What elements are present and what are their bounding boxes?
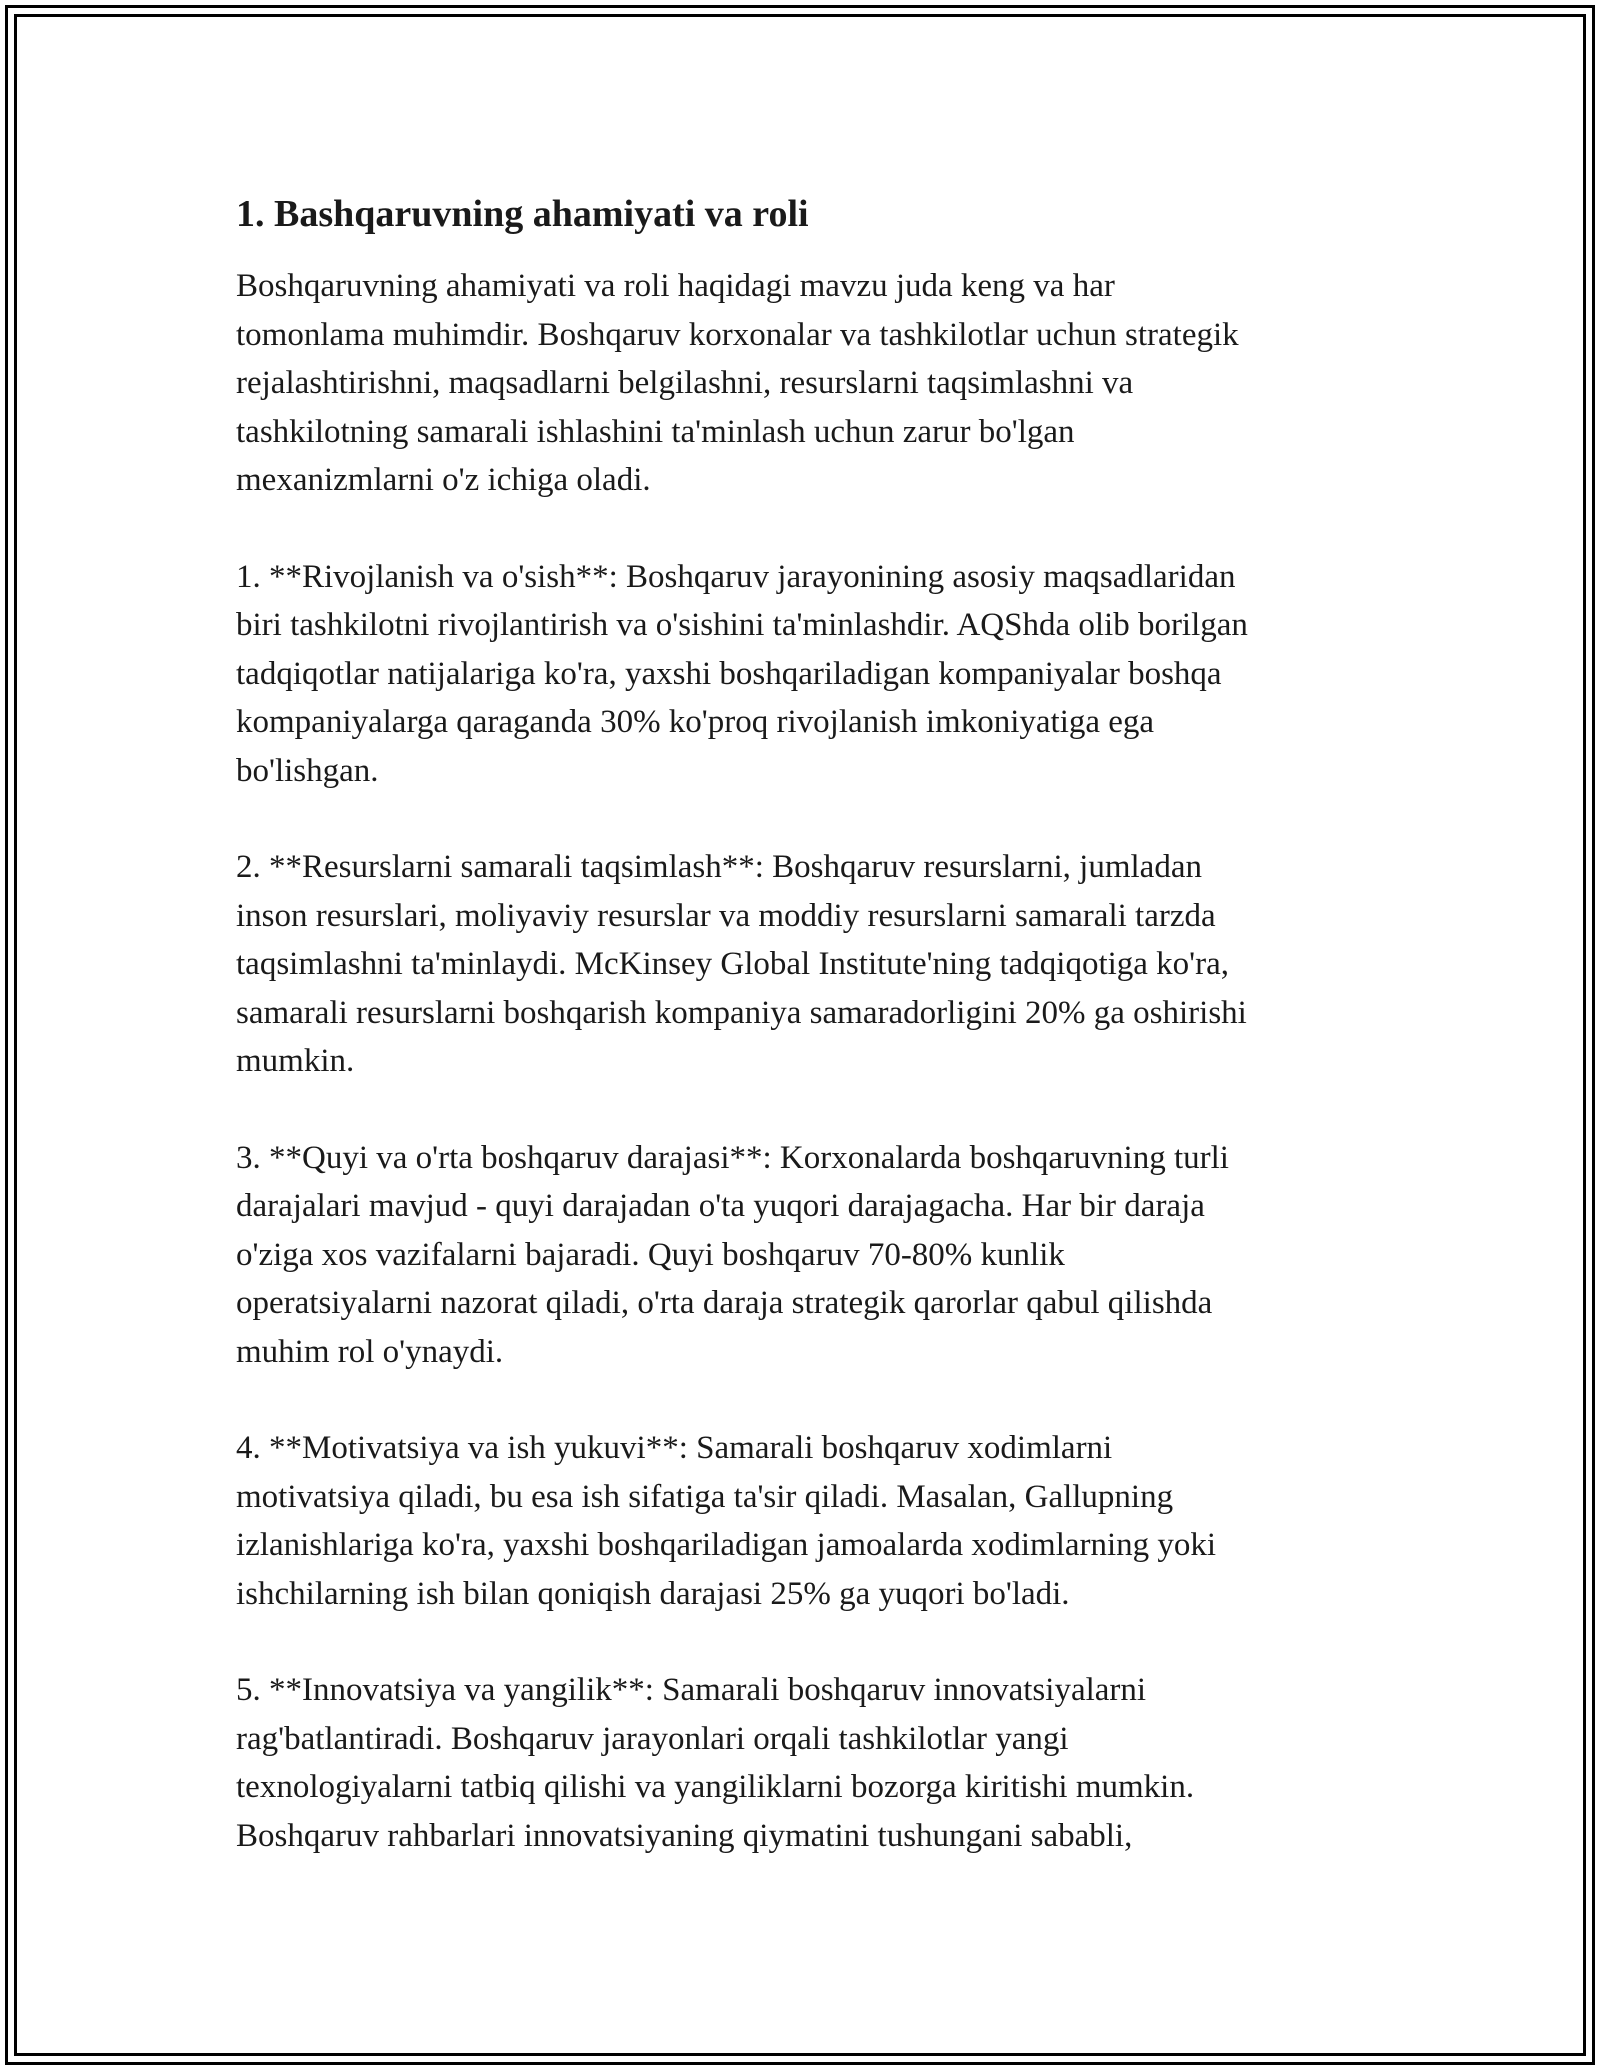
intro-paragraph: Boshqaruvning ahamiyati va roli haqidagi mavzu juda keng va har tomonlama muhimdir. Boshqaruv korxonalar va tashkilotlar uchun strategik rejalashtirishni, maqsadlarni belgilashni, resurslarni taqsimlashni va tashkilotning samarali ishlashini ta'minlash uchun zarur bo'lgan mexanizmlarni o'z ichiga oladi. <box>236 268 1239 498</box>
point-3-paragraph: 3. **Quyi va o'rta boshqaruv darajasi**: Korxonalarda boshqaruvning turli darajalari mavjud - quyi darajadan o'ta yuqori darajagacha. Har bir daraja o'ziga xos vazifalarni bajaradi. Quyi boshqaruv 70-80% kunlik operatsiyalarni nazorat qiladi, o'rta daraja strategik qarorlar qabul qilishda muhim rol o'ynaydi. <box>236 1139 1229 1370</box>
point-4-paragraph: 4. **Motivatsiya va ish yukuvi**: Samarali boshqaruv xodimlarni motivatsiya qiladi, bu esa ish sifatiga ta'sir qiladi. Masalan, Gallupning izlanishlariga ko'ra, yaxshi boshqariladigan jamoalarda xodimlarning yoki ishchilarning ish bilan qoniqish darajasi 25% ga yuqori bo'ladi. <box>236 1430 1217 1612</box>
point-5-paragraph: 5. **Innovatsiya va yangilik**: Samarali boshqaruv innovatsiyalarni rag'batlantiradi. Boshqaruv jarayonlari orqali tashkilotlar yangi texnologiyalarni tatbiq qilishi va yangiliklarni bozorga kiritishi mumkin. Boshqaruv rahbarlari innovatsiyaning qiymatini tushungani sababli, <box>236 1672 1195 1854</box>
document-body <box>236 186 1386 1908</box>
point-1-paragraph: 1. **Rivojlanish va o'sish**: Boshqaruv jarayonining asosiy maqsadlaridan biri tashkilotni rivojlantirish va o'sishini ta'minlashdir. AQShda olib borilgan tadqiqotlar natijalariga ko'ra, yaxshi boshqariladigan kompaniyalar boshqa kompaniyalarga qaraganda 30% ko'proq rivojlanish imkoniyatiga ega bo'lishgan. <box>236 558 1248 789</box>
point-2-paragraph: 2. **Resurslarni samarali taqsimlash**: Boshqaruv resurslarni, jumladan inson resurslari, moliyaviy resurslar va moddiy resurslarni samarali tarzda taqsimlashni ta'minlaydi. McKinsey Global Institute'ning tadqiqotiga ko'ra, samarali resurslarni boshqarish kompaniya samaradorligini 20% ga oshirishi mumkin. <box>236 849 1247 1079</box>
section-heading: 1. Bashqaruvning ahamiyati va roli <box>236 193 809 235</box>
